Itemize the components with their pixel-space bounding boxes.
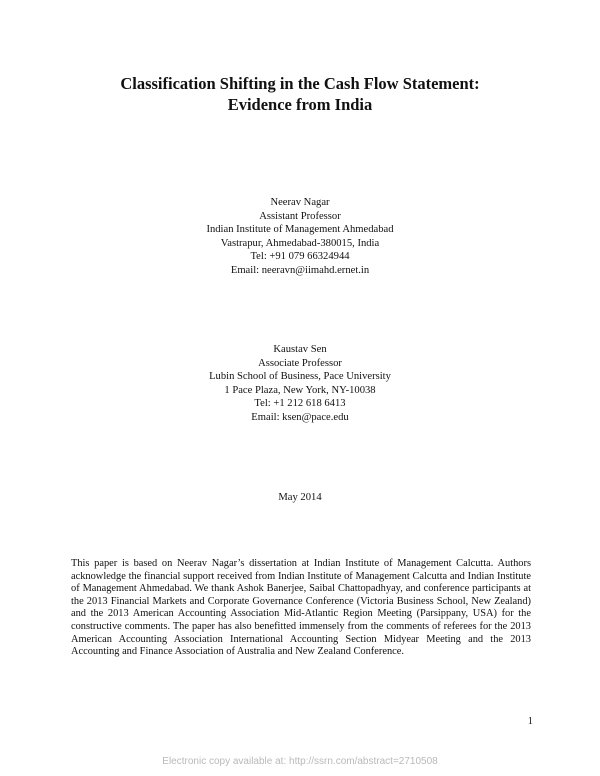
author-tel: Tel: +91 079 66324944 (250, 251, 350, 263)
author-name: Kaustav Sen (273, 344, 327, 355)
paper-title (60, 73, 540, 115)
paper-title-line-2: Evidence from India (227, 95, 373, 114)
author-position: Assistant Professor (259, 210, 341, 222)
author-block-second (100, 343, 500, 425)
author-block-first (100, 196, 500, 278)
author-institution: Lubin School of Business, Pace University (209, 371, 391, 383)
author-address: Vastrapur, Ahmedabad-380015, India (220, 237, 380, 249)
publication-date: May 2014 (278, 492, 322, 503)
author-address: 1 Pace Plaza, New York, NY-10038 (224, 384, 376, 396)
author-name: Neerav Nagar (270, 197, 330, 208)
ssrn-footer-watermark: Electronic copy available at: http://ssrn.com/abstract=2710508 (162, 756, 438, 767)
paper-title-line-1: Classification Shifting in the Cash Flow Statement: (120, 74, 480, 93)
acknowledgement-paragraph: This paper is based on Neerav Nagar’s dissertation at Indian Institute of Management Calcutta. Authors acknowledge the financial support received from Indian Institute of Management Calcutta and Indian Institute of Management Ahmedabad. We thank Ashok Banerjee, Saibal Chattopadhyay, and conference participants at the 2013 Financial Markets and Corporate Governance Conference (Victoria Business School, New Zealand) and the 2013 American Accounting Association Mid-Atlantic Region Meeting (Parsippany, USA) for the constructive comments. The paper has also benefitted immensely from the comments of referees for the 2013 American Accounting Association International Accounting Section Midyear Meeting and the 2013 Accounting and Finance Association of Australia and New Zealand Conference. (71, 558, 531, 658)
page-number: 1 (527, 716, 533, 727)
author-email: Email: ksen@pace.edu (251, 411, 349, 423)
author-position: Associate Professor (258, 357, 342, 369)
author-tel: Tel: +1 212 618 6413 (254, 398, 346, 410)
author-email: Email: neeravn@iimahd.ernet.in (230, 264, 370, 276)
author-institution: Indian Institute of Management Ahmedabad (206, 224, 394, 236)
